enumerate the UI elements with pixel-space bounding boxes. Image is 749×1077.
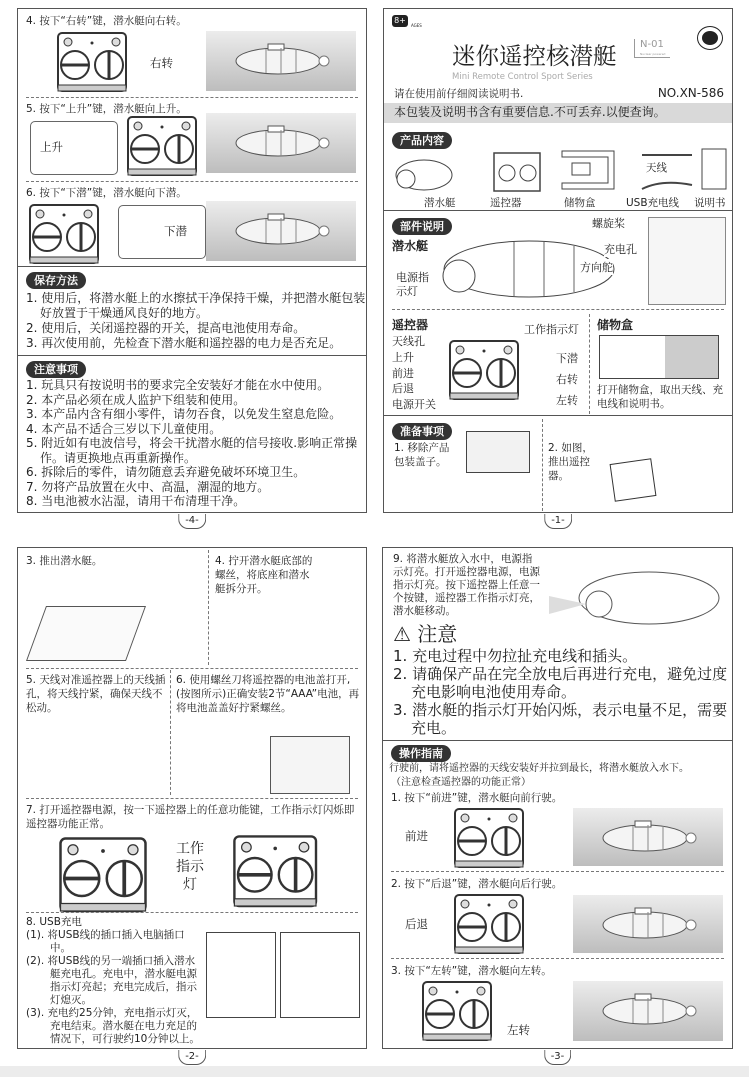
push-remote-illustration [610,458,657,501]
notes-list [26,378,368,509]
charge-port-label: 充电孔 [604,243,637,256]
list-item: 1. 使用后，将潜水艇上的水擦拭干净保持干燥，并把潜水艇包装好放置于干燥通风良好的地方。 [26,291,366,320]
contents-illustrations [392,147,727,193]
subtitle: Mini Remote Control Sport Series [452,72,593,82]
guide-badge: 操作指南 [391,745,451,762]
list-item: 4. 本产品不适合三岁以下儿童使用。 [26,421,222,436]
remote-illustration [58,836,148,919]
storage-list [26,291,366,351]
list-item: 1. 玩具只有按说明书的要求完全安装好才能在水中使用。 [26,378,330,392]
backward-label: 后退 [392,382,414,395]
parts-submarine-title: 潜水艇 [392,239,429,253]
step5-title: 5. 天线对准遥控器上的天线插孔，将天线拧紧，确保天线不松动。 [26,674,166,714]
list-item: 7. 勿将产品放置在火中、高温，潮湿的地方。 [26,479,270,494]
antenna-label: 天线 [646,162,667,174]
dive-label: 下潜 [164,224,187,238]
contents-item-manual: 说明书 [694,197,726,209]
left-turn-label: 左转 [507,1023,530,1037]
rudder-label: 方向舵 [580,261,613,274]
remote-illustration [126,115,198,181]
sub-dive-image [206,201,356,261]
contents-item-box: 储物盒 [564,197,596,209]
work-light-label: 工作指示灯 [524,323,579,336]
list-item: 5. 附近如有电波信号，将会干扰潜水艇的信号接收.影响正常操作。请更换地点再重新操作。 [26,436,358,465]
sub-forward-image [573,808,723,866]
guide-step1: 1. 按下“前进”键，潜水艇向前行驶。 [391,792,563,804]
guide-step2: 2. 按下“后退”键，潜水艇向后行驶。 [391,878,563,890]
page-3-panel [382,547,733,1062]
caution-heading: ⚠ 注意 [393,622,458,646]
charge-port-closeup [648,217,726,305]
power-light-label: 电源指示灯 [396,271,429,298]
box-title: 储物盒 [597,318,634,332]
battery-illustration [270,736,350,794]
prep-step2: 2. 如图，推出遥控器。 [548,442,593,482]
ascend-label: 上升 [40,140,63,154]
usb-pc-illustration [206,932,276,1018]
push-sub-illustration [26,606,146,661]
warning-triangle-icon: ⚠ [393,622,411,646]
usb-title: 8. USB充电 [26,916,82,928]
background-band [0,1066,749,1077]
page-2-panel [17,547,367,1062]
usb-list [26,929,202,1046]
remote-illustration [28,203,100,269]
remote-illustration [56,31,128,97]
page-number: -2- [178,1050,206,1065]
step6-title: 6. 按下“下潜”键，潜水艇向下潜。 [26,187,187,199]
notice-band: 本包装及说明书含有重要信息.不可丢弃.以便查询。 [384,103,732,123]
product-title: 迷你遥控核潜艇 [452,42,617,70]
remote-closeup-illustration [232,834,318,913]
sub-backward-image [573,895,723,953]
list-item: 8. 当电池被水沾湿，请用干布清理干净。 [26,494,246,508]
guide-note: （注意检查遥控器的功能正常） [391,777,531,788]
remote-illustration [453,893,525,959]
remote-parts-title: 遥控器 [392,318,429,332]
contents-item-submarine: 潜水艇 [424,197,456,209]
prep-step1: 1. 移除产品包装盖子。 [394,442,450,468]
backward-label: 后退 [405,917,428,931]
left-turn-label: 左转 [556,394,578,407]
list-item: 3. 潜水艇的指示灯开始闪烁，表示电量不足，需要充电。 [393,701,728,737]
page-number: -1- [544,514,572,529]
list-item: 2. 本产品必须在成人监护下组装和使用。 [26,392,246,407]
usb-sub-illustration [280,932,360,1018]
step4-title: 4. 拧开潜水艇底部的螺丝，将底座和潜水艇拆分开。 [215,555,313,595]
box-instructions: 打开储物盒，取出天线、充电线和说明书。 [597,384,723,410]
remote-illustration [453,807,525,873]
sub-turn-right-image [206,31,356,91]
guide-step3: 3. 按下“左转”键，潜水艇向左转。 [391,965,552,977]
step4-title: 4. 按下“右转”键，潜水艇向右转。 [26,15,187,27]
list-item: (1). 将USB线的插口插入电脑插口中。 [26,929,185,954]
read-first-text: 请在使用前仔细阅读说明书. [394,88,524,100]
list-item: 2. 请确保产品在完全放电后再进行充电，避免过度充电影响电池使用寿命。 [393,665,728,701]
model-tag: N-01 Nuclear powered [634,39,670,58]
step3-title: 3. 推出潜水艇。 [26,555,103,567]
power-switch-label: 电源开关 [392,398,436,411]
list-item: (2). 将USB线的另一端插口插入潜水艇充电孔。充电中，潜水艇电源指示灯亮起；充电完成后，指示灯熄灭。 [26,955,197,1006]
contents-item-remote: 遥控器 [490,197,522,209]
list-item: 1. 充电过程中勿拉扯充电线和插头。 [393,647,638,665]
guide-intro: 行驶前，请将遥控器的天线安装好并拉到最长，将潜水艇放入水下。 [389,763,689,774]
step6-title: 6. 使用螺丝刀将遥控器的电池盖打开,(按图所示)正确安装2节“AAA”电池，再将电池盖盖好拧紧螺丝。 [176,674,360,714]
submarine-light-illustration [549,556,729,640]
model-number: NO.XN-586 [657,86,724,100]
list-item: 6. 拆除后的零件，请勿随意丢弃避免破坏环境卫生。 [26,465,306,479]
forward-label: 前进 [392,367,414,380]
dive-label: 下潜 [556,352,578,365]
step9-text: 9. 将潜水艇放入水中，电源指示灯亮。打开遥控器电源，电源指示灯亮。按下遥控器上任意一个按键，遥控器工作指示灯亮，潜水艇移动。 [393,553,540,617]
propeller-label: 螺旋桨 [592,217,625,230]
step5-title: 5. 按下“上升”键，潜水艇向上升。 [26,103,187,115]
list-item: 3. 再次使用前，先检查下潜水艇和遥控器的电力是否充足。 [26,336,342,350]
antenna-hole-label: 天线孔 [392,335,425,348]
ascend-label: 上升 [392,351,414,364]
contents-item-usb: USB充电线 [626,197,680,209]
forward-label: 前进 [405,829,428,843]
page-number: -4- [178,514,206,529]
remote-parts-illustration [448,339,520,405]
page-4-panel [17,8,367,526]
storage-badge: 保存方法 [26,272,86,289]
parts-badge: 部件说明 [392,218,452,235]
contents-badge: 产品内容 [392,132,452,149]
notes-badge: 注意事项 [26,361,86,378]
remote-illustration [421,980,493,1046]
prep-badge: 准备事项 [392,423,452,440]
work-light-label: 工作指示灯 [176,841,204,893]
storage-box-illustration [599,335,719,379]
sub-turn-left-image [573,981,723,1041]
list-item: 3. 本产品内含有细小零件，请勿吞食，以免发生窒息危险。 [26,407,342,421]
right-turn-label: 右转 [556,373,578,386]
list-item: (3). 充电约25分钟，充电指示灯灭，充电结束。潜水艇在电力充足的情况下，可行驶约10分钟以上。 [26,1007,200,1045]
package-lid-illustration [466,431,530,473]
page-1-panel: 8+ AGES 迷你遥控核潜艇 N-01 Nuclear powered Mini Remote Control Sport Series 请在使用前仔细阅读说明书. NO.XN-586 本包装及说明书含有重要信息.不可丢弃.以便查询。 产品内容 潜水艇 遥控器 储物盒 USB充电线 说明书 天线 部件说明 潜水艇 螺旋桨 充电孔 方向舵 电源指示灯 遥控器 天线孔 上升 前进 后退 电源开关 工作指示灯 下潜 右转 左转 储物盒 打开储物盒，取出天线、充电线和说明书。 准备事项 1. 移除产品包装盖子。 2. 如图，推出遥控器。 -1- [383,8,733,513]
right-turn-label: 右转 [150,56,173,70]
sub-ascend-image [206,113,356,173]
caution-list [393,647,729,737]
brand-logo [698,27,722,49]
list-item: 2. 使用后，关闭遥控器的开关，提高电池使用寿命。 [26,321,306,335]
page-number: -3- [544,1050,572,1065]
age-logo: 8+ [392,15,408,27]
step7-title: 7. 打开遥控器电源，按一下遥控器上的任意功能键，工作指示灯闪烁即遥控器功能正常。 [26,804,355,830]
